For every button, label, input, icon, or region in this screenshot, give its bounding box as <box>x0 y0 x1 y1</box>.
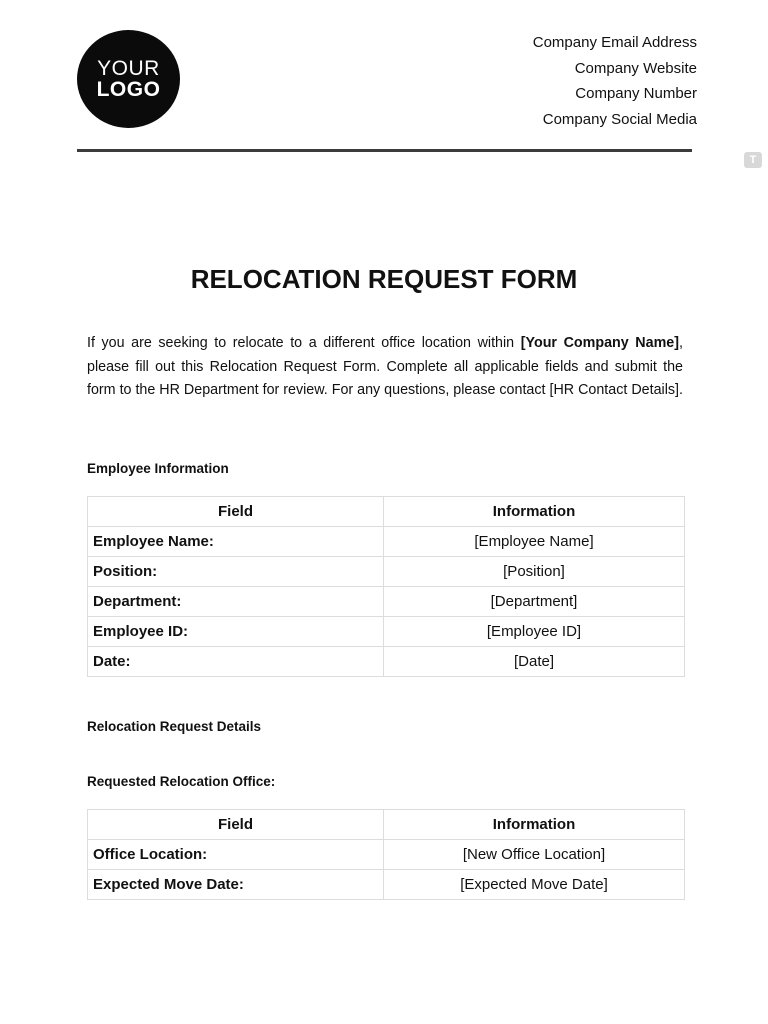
company-social-media: Company Social Media <box>542 110 697 128</box>
company-logo <box>77 30 180 128</box>
field-label: Position: <box>88 557 384 587</box>
company-contact-block <box>533 30 697 132</box>
header-divider <box>77 149 692 152</box>
field-label: Office Location: <box>88 840 384 870</box>
intro-text-start: If you are seeking to relocate to a different office location within <box>87 335 521 351</box>
field-value[interactable]: [Employee ID] <box>384 617 685 647</box>
field-label: Expected Move Date: <box>88 870 384 900</box>
column-header-information: Information <box>384 497 685 527</box>
company-name-placeholder: [Your Company Name] <box>520 335 680 351</box>
table-row <box>88 617 685 647</box>
table-row <box>88 587 685 617</box>
company-website: Company Website <box>574 59 697 77</box>
field-value[interactable]: [Expected Move Date] <box>384 870 685 900</box>
table-row <box>88 527 685 557</box>
table-header-row <box>88 497 685 527</box>
field-value[interactable]: [Position] <box>384 557 685 587</box>
employee-info-heading: Employee Information <box>87 461 229 476</box>
requested-office-heading: Requested Relocation Office: <box>87 774 276 789</box>
column-header-field: Field <box>88 810 384 840</box>
company-number: Company Number <box>575 85 697 102</box>
field-label: Employee Name: <box>88 527 384 557</box>
employee-info-table <box>87 496 685 677</box>
field-value[interactable]: [Date] <box>384 647 685 677</box>
table-row <box>88 647 685 677</box>
table-row <box>88 557 685 587</box>
page-title: RELOCATION REQUEST FORM <box>190 264 578 294</box>
company-email: Company Email Address <box>532 34 697 51</box>
logo-line-2: LOGO <box>96 78 161 101</box>
intro-text-end: , please fill out this Relocation Request Form. Complete all applicable fields and submit the form to the HR Department for review. For any questions, please contact [HR Contact Details]. <box>87 335 683 399</box>
field-value[interactable]: [New Office Location] <box>384 840 685 870</box>
column-header-field: Field <box>88 497 384 527</box>
relocation-details-heading: Relocation Request Details <box>87 719 262 734</box>
field-value[interactable]: [Employee Name] <box>384 527 685 557</box>
field-value[interactable]: [Department] <box>384 587 685 617</box>
column-header-information: Information <box>384 810 685 840</box>
table-row <box>88 870 685 900</box>
field-label: Employee ID: <box>88 617 384 647</box>
table-row <box>88 840 685 870</box>
field-label: Date: <box>88 647 384 677</box>
text-tool-icon[interactable]: T <box>744 152 762 168</box>
logo-line-1: YOUR <box>97 57 160 80</box>
table-header-row <box>88 810 685 840</box>
relocation-table <box>87 809 685 900</box>
intro-paragraph <box>87 332 683 403</box>
field-label: Department: <box>88 587 384 617</box>
